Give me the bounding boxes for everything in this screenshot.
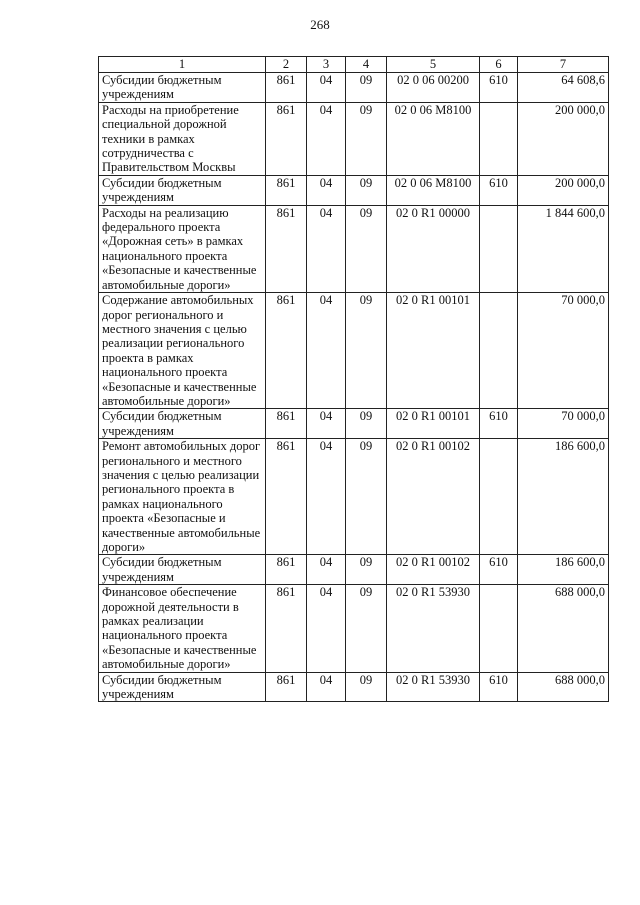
expense-name-cell: Расходы на реализацию федерального проекта «Дорожная сеть» в рамках национального проекта «Безопасные и качественные автомобильные дороги»: [99, 205, 266, 292]
expense-type-cell: [480, 293, 518, 409]
ministry-code-cell: 861: [266, 102, 307, 175]
ministry-code-cell: 861: [266, 73, 307, 103]
column-header: 1: [99, 57, 266, 73]
section-cell: 04: [307, 555, 346, 585]
expense-name-cell: Субсидии бюджетным учреждениям: [99, 672, 266, 702]
subsection-cell: 09: [346, 409, 387, 439]
section-cell: 04: [307, 73, 346, 103]
amount-cell: 64 608,6: [518, 73, 609, 103]
expense-type-cell: [480, 585, 518, 672]
section-cell: 04: [307, 439, 346, 555]
ministry-code-cell: 861: [266, 293, 307, 409]
table-row: [99, 672, 609, 702]
expense-type-cell: 610: [480, 175, 518, 205]
expense-type-cell: [480, 205, 518, 292]
target-item-cell: 02 0 R1 53930: [387, 585, 480, 672]
amount-cell: 688 000,0: [518, 585, 609, 672]
amount-cell: 186 600,0: [518, 439, 609, 555]
expense-name-cell: Субсидии бюджетным учреждениям: [99, 175, 266, 205]
subsection-cell: 09: [346, 585, 387, 672]
expense-type-cell: [480, 102, 518, 175]
ministry-code-cell: 861: [266, 439, 307, 555]
subsection-cell: 09: [346, 73, 387, 103]
column-header: 2: [266, 57, 307, 73]
table-row: [99, 73, 609, 103]
subsection-cell: 09: [346, 175, 387, 205]
table-row: [99, 585, 609, 672]
target-item-cell: 02 0 R1 00101: [387, 409, 480, 439]
expense-name-cell: Ремонт автомобильных дорог регионального и местного значения с целью реализации регионального проекта в рамках национального проекта «Безопасные и качественные автомобильные дороги»: [99, 439, 266, 555]
ministry-code-cell: 861: [266, 205, 307, 292]
table-row: [99, 175, 609, 205]
section-cell: 04: [307, 585, 346, 672]
expense-type-cell: 610: [480, 555, 518, 585]
expense-type-cell: 610: [480, 73, 518, 103]
target-item-cell: 02 0 R1 00101: [387, 293, 480, 409]
target-item-cell: 02 0 06 00200: [387, 73, 480, 103]
subsection-cell: 09: [346, 439, 387, 555]
column-header: 5: [387, 57, 480, 73]
ministry-code-cell: 861: [266, 555, 307, 585]
section-cell: 04: [307, 672, 346, 702]
amount-cell: 70 000,0: [518, 409, 609, 439]
amount-cell: 1 844 600,0: [518, 205, 609, 292]
section-cell: 04: [307, 205, 346, 292]
section-cell: 04: [307, 102, 346, 175]
table-row: [99, 439, 609, 555]
subsection-cell: 09: [346, 205, 387, 292]
expense-name-cell: Содержание автомобильных дорог регионального и местного значения с целью реализации регионального проекта в рамках национального проекта «Безопасные и качественные автомобильные дороги»: [99, 293, 266, 409]
target-item-cell: 02 0 R1 53930: [387, 672, 480, 702]
subsection-cell: 09: [346, 102, 387, 175]
expense-name-cell: Субсидии бюджетным учреждениям: [99, 555, 266, 585]
column-header: 7: [518, 57, 609, 73]
expense-name-cell: Субсидии бюджетным учреждениям: [99, 73, 266, 103]
header-row: [99, 57, 609, 73]
expense-name-cell: Субсидии бюджетным учреждениям: [99, 409, 266, 439]
budget-table: [98, 56, 609, 702]
table-row: [99, 409, 609, 439]
table-row: [99, 555, 609, 585]
subsection-cell: 09: [346, 555, 387, 585]
ministry-code-cell: 861: [266, 175, 307, 205]
amount-cell: 688 000,0: [518, 672, 609, 702]
target-item-cell: 02 0 06 М8100: [387, 102, 480, 175]
subsection-cell: 09: [346, 293, 387, 409]
table-row: [99, 293, 609, 409]
expense-name-cell: Расходы на приобретение специальной дорожной техники в рамках сотрудничества с Правительством Москвы: [99, 102, 266, 175]
ministry-code-cell: 861: [266, 672, 307, 702]
table-row: [99, 102, 609, 175]
section-cell: 04: [307, 293, 346, 409]
page-number: 268: [310, 17, 330, 32]
expense-name-cell: Финансовое обеспечение дорожной деятельности в рамках реализации национального проекта «Безопасные и качественные автомобильные дороги»: [99, 585, 266, 672]
section-cell: 04: [307, 409, 346, 439]
ministry-code-cell: 861: [266, 409, 307, 439]
target-item-cell: 02 0 R1 00102: [387, 555, 480, 585]
amount-cell: 70 000,0: [518, 293, 609, 409]
amount-cell: 200 000,0: [518, 102, 609, 175]
column-header: 6: [480, 57, 518, 73]
target-item-cell: 02 0 06 М8100: [387, 175, 480, 205]
expense-type-cell: [480, 439, 518, 555]
target-item-cell: 02 0 R1 00000: [387, 205, 480, 292]
amount-cell: 186 600,0: [518, 555, 609, 585]
expense-type-cell: 610: [480, 409, 518, 439]
section-cell: 04: [307, 175, 346, 205]
target-item-cell: 02 0 R1 00102: [387, 439, 480, 555]
subsection-cell: 09: [346, 672, 387, 702]
amount-cell: 200 000,0: [518, 175, 609, 205]
ministry-code-cell: 861: [266, 585, 307, 672]
table-row: [99, 205, 609, 292]
column-header: 4: [346, 57, 387, 73]
column-header: 3: [307, 57, 346, 73]
expense-type-cell: 610: [480, 672, 518, 702]
